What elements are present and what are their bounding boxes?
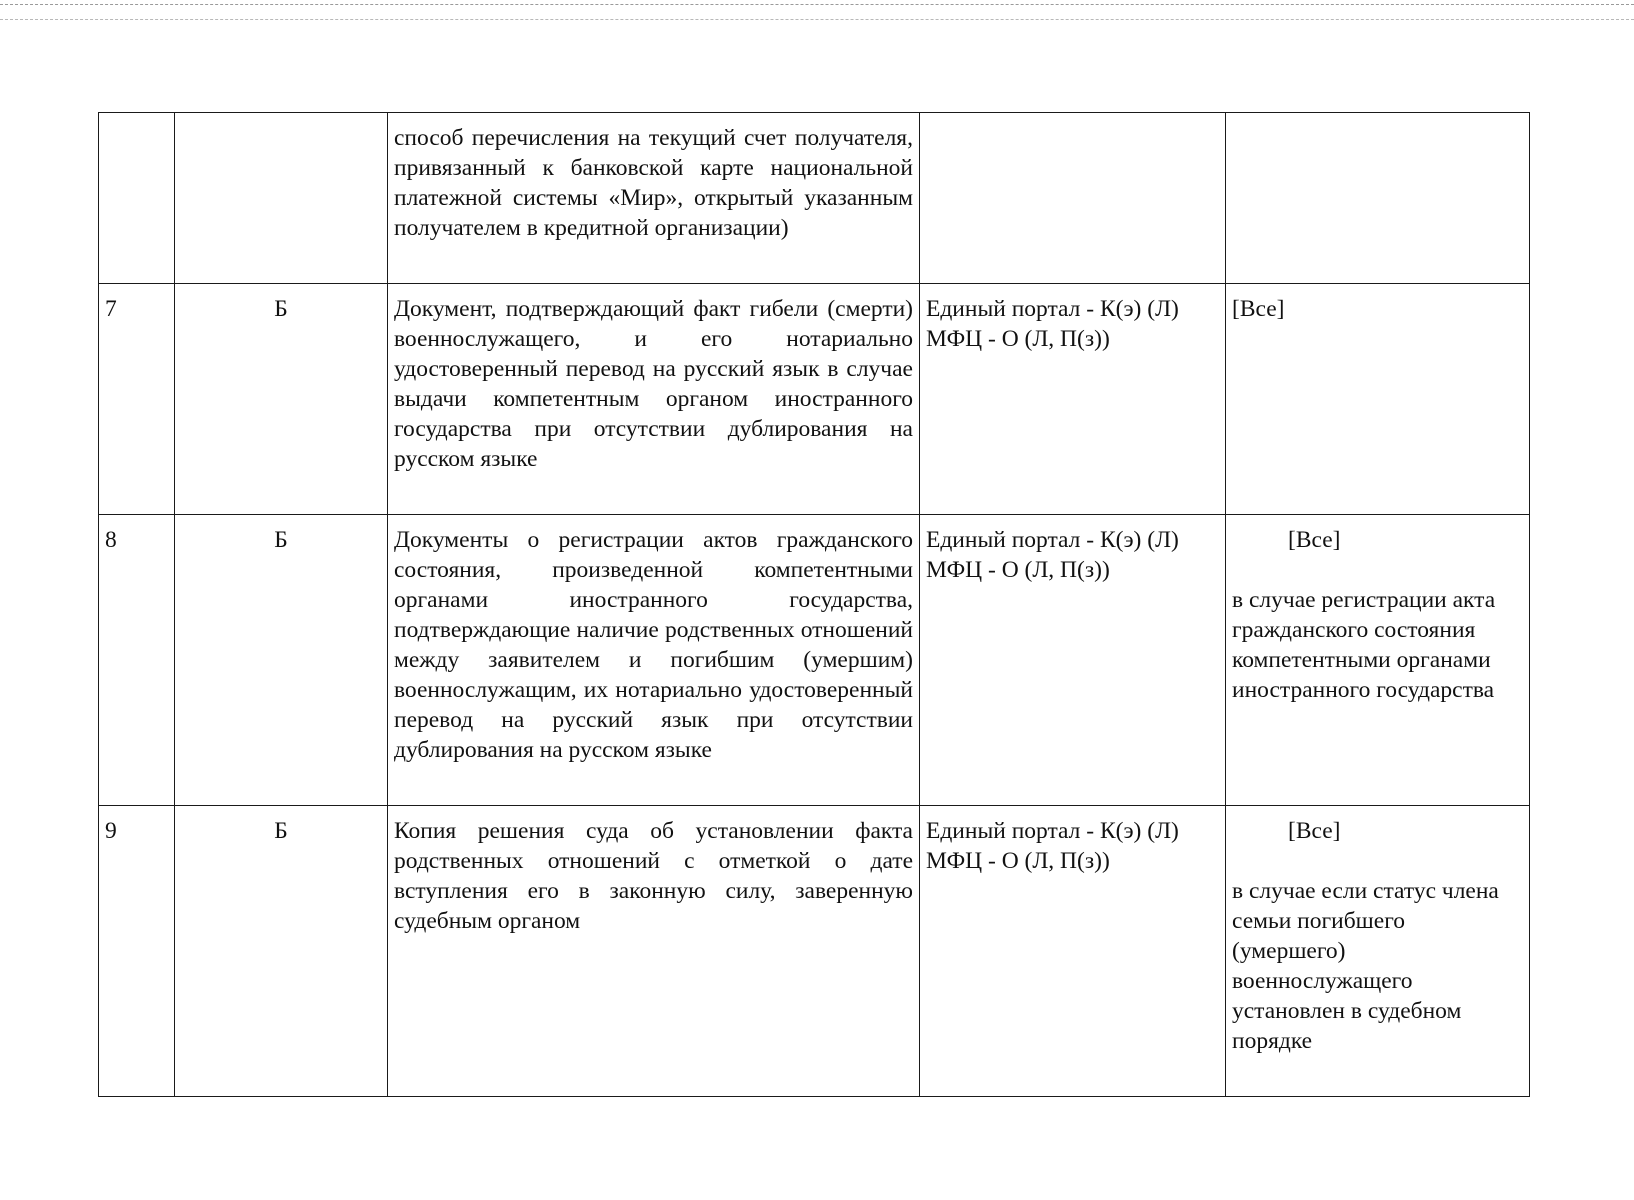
row-category: Б xyxy=(175,515,388,806)
table-row xyxy=(99,806,1530,1097)
row-category: Б xyxy=(175,284,388,515)
channel-mfc: МФЦ - О (Л, П(з)) xyxy=(926,326,1110,352)
row-category xyxy=(175,113,388,284)
row-channel xyxy=(920,806,1226,1097)
documents-table xyxy=(98,112,1530,1097)
row-rule xyxy=(1226,113,1530,284)
channel-mfc: МФЦ - О (Л, П(з)) xyxy=(926,557,1110,583)
row-category: Б xyxy=(175,806,388,1097)
row-channel xyxy=(920,284,1226,515)
channel-portal: Единый портал - К(э) (Л) xyxy=(926,296,1179,322)
row-description: Документы о регистрации актов гражданского состояния, произведенной компетентными органами иностранного государства, подтверждающие наличие родственных отношений между заявителем и погибшим (умершим) военнослужащим, их нотариально удостоверенный перевод на русский язык при отсутствии дублирования на русском языке xyxy=(388,515,920,806)
row-description: Документ, подтверждающий факт гибели (смерти) военнослужащего, и его нотариально удостоверенный перевод на русский язык в случае выдачи компетентным органом иностранного государства при отсутствии дублирования на русском языке xyxy=(388,284,920,515)
rule-main: [Все] xyxy=(1288,527,1341,553)
rule-note: в случае если статус члена семьи погибшего (умершего) военнослужащего установлен в судебном порядке xyxy=(1232,878,1499,1054)
channel-mfc: МФЦ - О (Л, П(з)) xyxy=(926,848,1110,874)
table-row xyxy=(99,113,1530,284)
rule-main: [Все] xyxy=(1288,818,1341,844)
row-channel xyxy=(920,113,1226,284)
rule-note: в случае регистрации акта гражданского состояния компетентными органами иностранного государства xyxy=(1232,587,1496,703)
scan-top-edge-faint xyxy=(0,19,1634,20)
row-number: 9 xyxy=(99,806,175,1097)
row-rule xyxy=(1226,515,1530,806)
table-row xyxy=(99,284,1530,515)
channel-portal: Единый портал - К(э) (Л) xyxy=(926,527,1179,553)
table-row xyxy=(99,515,1530,806)
row-description: способ перечисления на текущий счет получателя, привязанный к банковской карте национальной платежной системы «Мир», открытый указанным получателем в кредитной организации) xyxy=(388,113,920,284)
row-rule xyxy=(1226,806,1530,1097)
row-number: 8 xyxy=(99,515,175,806)
rule-main: [Все] xyxy=(1232,296,1285,322)
row-description: Копия решения суда об установлении факта родственных отношений с отметкой о дате вступления его в законную силу, заверенную судебным органом xyxy=(388,806,920,1097)
row-channel xyxy=(920,515,1226,806)
channel-portal: Единый портал - К(э) (Л) xyxy=(926,818,1179,844)
scan-top-edge xyxy=(0,4,1634,5)
row-number xyxy=(99,113,175,284)
row-number: 7 xyxy=(99,284,175,515)
row-rule xyxy=(1226,284,1530,515)
